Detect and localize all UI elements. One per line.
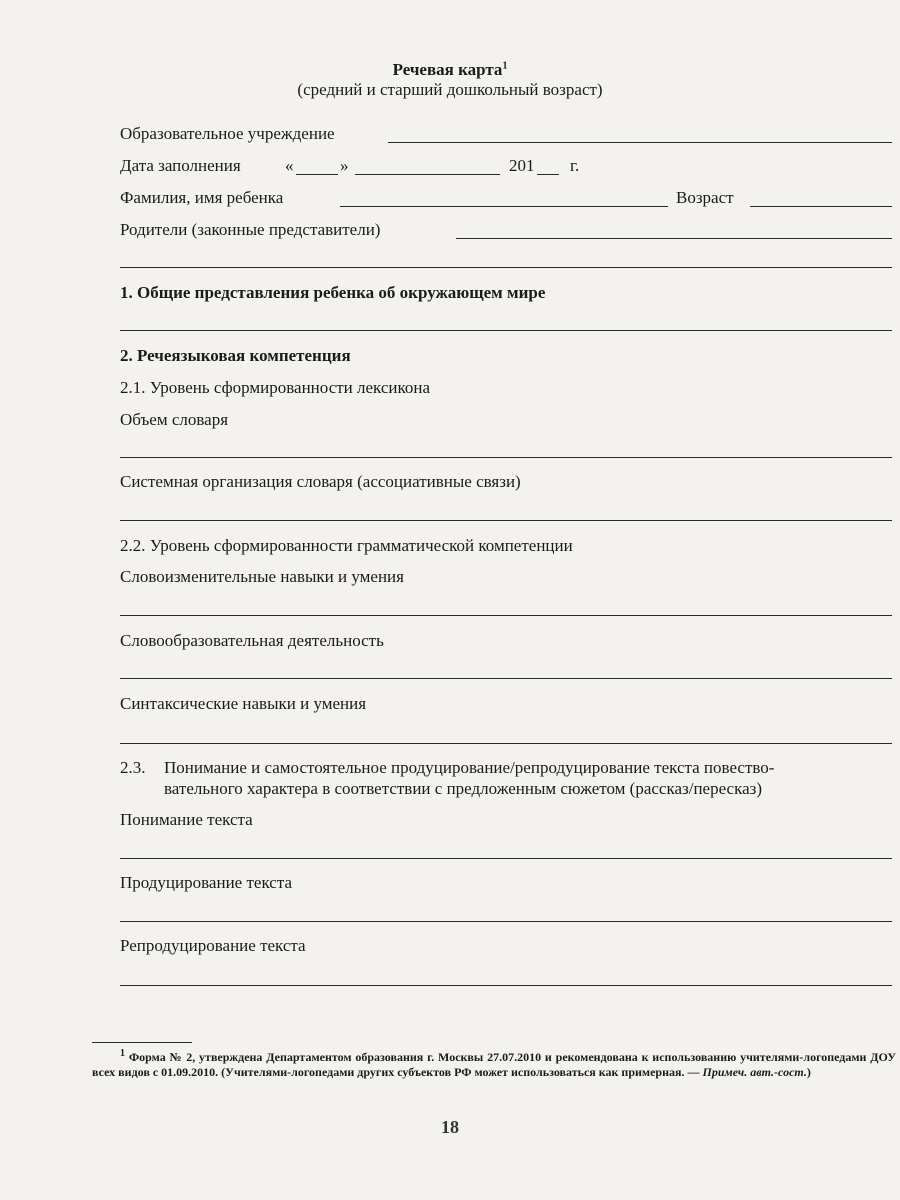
text-production-label: Продуцирование текста [120,873,293,892]
section-2-3-number: 2.3. [120,758,146,777]
parents-line-2[interactable] [120,267,892,268]
section-2-3-line-2: вательного характера в соответствии с предложенным сюжетом (рассказ/пересказ) [164,779,763,798]
text-understanding-line[interactable] [120,858,892,859]
age-line[interactable] [750,206,892,207]
vocab-volume-label: Объем словаря [120,410,229,429]
date-year-suffix: г. [570,156,580,175]
date-month-line[interactable] [355,174,500,175]
text-understanding-label: Понимание текста [120,810,253,829]
page-subtitle: (средний и старший дошкольный возраст) [297,80,603,99]
parents-line[interactable] [456,238,892,239]
date-year-label: 201 [509,156,535,175]
parents-label: Родители (законные представители) [120,220,381,239]
title-footnote-mark: 1 [502,60,508,72]
institution-line[interactable] [388,142,892,143]
footnote-note: Примеч. авт.-сост. [702,1065,807,1079]
footnote-close: ) [806,1065,811,1079]
child-name-label: Фамилия, имя ребенка [120,188,284,207]
syntax-label: Синтаксические навыки и умения [120,694,367,713]
section-2-heading: 2. Речеязыковая компетенция [120,346,351,365]
inflection-line[interactable] [120,615,892,616]
vocab-system-line[interactable] [120,520,892,521]
vocab-system-label: Системная организация словаря (ассоциативные связи) [120,472,521,491]
word-formation-label: Словообразовательная деятельность [120,631,384,650]
footnote [92,1050,896,1080]
institution-label: Образовательное учреждение [120,124,335,143]
section-2-3-line-1: Понимание и самостоятельное продуцирование/репродуцирование текста повество- [164,758,775,777]
footnote-divider [92,1042,192,1043]
section-2-1-heading: 2.1. Уровень сформированности лексикона [120,378,431,397]
child-name-line[interactable] [340,206,668,207]
vocab-volume-line[interactable] [120,457,892,458]
date-day-line[interactable] [296,174,338,175]
date-year-line[interactable] [537,174,559,175]
text-reproduction-line[interactable] [120,985,892,986]
page-number: 18 [441,1117,459,1137]
text-production-line[interactable] [120,921,892,922]
section-1-heading: 1. Общие представления ребенка об окружающем мире [120,283,546,302]
footnote-mark: 1 [120,1048,125,1059]
inflection-label: Словоизменительные навыки и умения [120,567,404,586]
syntax-line[interactable] [120,743,892,744]
date-quote-open: « [285,156,294,175]
word-formation-line[interactable] [120,678,892,679]
date-quote-close: » [340,156,349,175]
text-reproduction-label: Репродуцирование текста [120,936,306,955]
page-title: Речевая карта$^1$ [392,60,508,79]
date-label: Дата заполнения [120,156,241,175]
section-1-line[interactable] [120,330,892,331]
footnote-text: Форма № 2, утверждена Департаментом образования г. Москвы 27.07.2010 и рекомендована к использованию учителями-логопедами ДОУ всех видов с 01.09.2010. (Учителями-логопедами других субъектов РФ может использоваться как примерная. — [92,1050,896,1079]
section-2-2-heading: 2.2. Уровень сформированности грамматической компетенции [120,536,573,555]
age-label: Возраст [676,188,734,207]
